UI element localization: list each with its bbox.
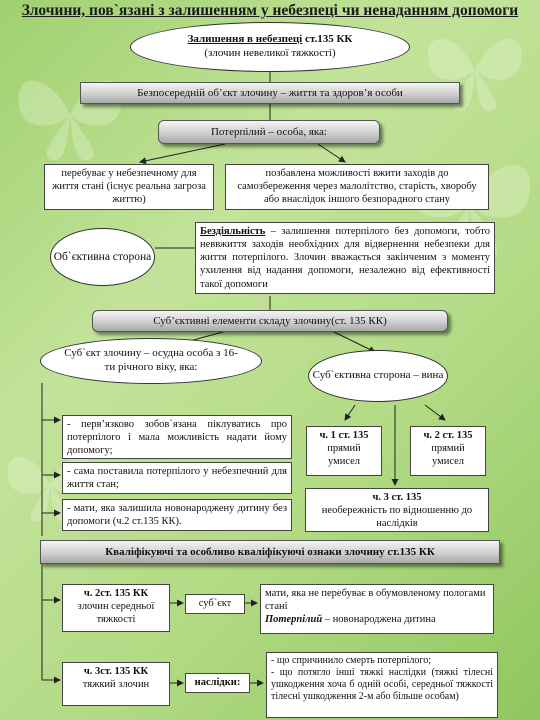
top-ellipse [130,22,410,72]
crime-name: Залишення в небезпеці [187,33,303,46]
part3-description: - що спричинило смерть потерпілого; - що потягло інші тяжкі наслідки (тяжкі тілесні ушкодження хоча б одній особі, середньої тяжкості тілесні ушкодження 2-м або більше особам) [266,652,498,718]
page-title: Злочини, пов`язані з залишенням у небезпеці чи ненаданням допомоги [21,2,519,19]
objective-side-text: Бездіяльність – залишення потерпілого без допомоги, тобто неввжиття заходів необхідних для відвернення небезпеки для життя потерпілого. Злочин вважається закінченим з моменту ухилення від надання допомоги, незалежно від ефективності такої допомоги [195,222,495,294]
victim-left-box: перебуває у небезпечному для життя стані (існує реальна загроза життю) [44,164,214,210]
subject-item-1: - перв’язково зобов`язана піклуватись про потерпілого і мала можливість надати йому допомогу; [62,415,292,459]
inaction-term: Бездіяльність [200,226,266,237]
subject-item-3: - мати, яка залишила новонароджену дитину без допомоги (ч.2 ст.135 КК). [62,499,292,531]
object-bar: Безпосередній об’єкт злочину – життя та здоров’я особи [80,82,460,104]
intent-box-part2: ч. 2 ст. 135 прямий умисел [410,426,486,476]
part3-consequences-box: наслідки: [185,673,250,693]
objective-side-ellipse: Об`єктивна сторона [50,228,155,286]
part2-description: мати, яка не перебуває в обумовленому пологами стані Потерпілий – новонароджена дитина [260,584,494,634]
negligence-box: ч. 3 ст. 135 необережність по відношенню до наслідків [305,488,489,532]
part3-box: ч. 3ст. 135 КК тяжкий злочин [62,662,170,706]
part2-subject-box: суб`єкт [185,594,245,614]
intent-box-part1: ч. 1 ст. 135 прямий умисел [306,426,382,476]
crime-severity: (злочин невеликої тяжкості) [204,47,336,59]
subject-ellipse: Суб`єкт злочину – осудна особа з 16-ти річного віку, яка: [40,338,262,384]
part2-box: ч. 2ст. 135 КК злочин середньої тяжкості [62,584,170,632]
subject-item-2: - сама поставила потерпілого у небезпечний для життя стан; [62,462,292,494]
victim-right-box: позбавлена можливості вжити заходів до самозбереження через малолітство, старість, хворобу або внаслідок іншого безпорадного стану [225,164,489,210]
subjective-side-ellipse: Суб`єктивна сторона – вина [308,350,448,402]
article-ref: ст.135 КК [302,33,353,46]
qualifying-bar: Кваліфікуючі та особливо кваліфікуючі ознаки злочину ст.135 КК [40,540,500,564]
victim-bar: Потерпілий – особа, яка: [158,120,380,144]
subjective-bar: Суб’єктивні елементи складу злочину (ст. 135 КК) [92,310,448,332]
